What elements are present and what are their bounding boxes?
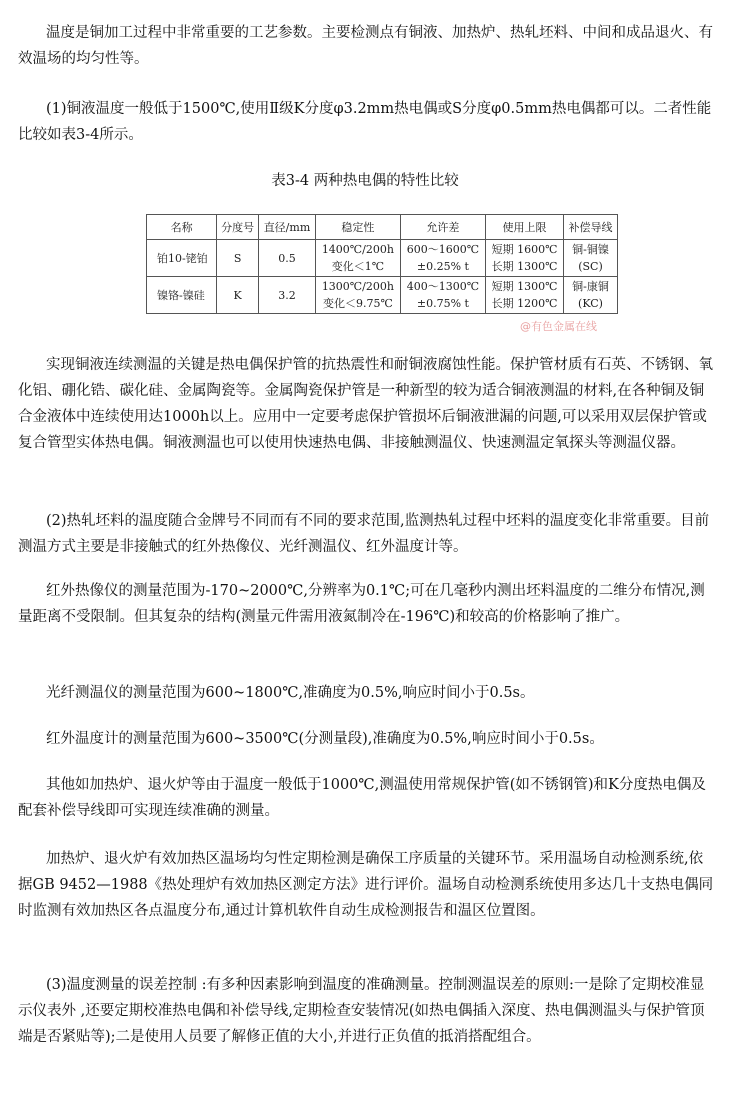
tolerance-line-1: 400～1300℃ [406, 280, 480, 293]
table-header-row [147, 215, 618, 240]
paragraph-copper-liquid: (1)铜液温度一般低于1500℃,使用Ⅱ级K分度φ3.2mm热电偶或S分度φ0.5mm热电偶都可以。二者性能比较如表3-4所示。 [18, 101, 712, 143]
wire-line-2: (SC) [578, 260, 603, 273]
cell-tolerance [400, 277, 485, 314]
cell-compensating-wire [563, 277, 617, 314]
paragraph-error-control: (3)温度测量的误差控制 :有多种因素影响到温度的准确测量。控制测温误差的原则:一是除了定期校准显示仪表外 ,还要定期校准热电偶和补偿导线,定期检查安装情况(如热电偶插入深度、热电偶测温头与保护管顶端是否紧贴等);二是使用人员要了解修正值的大小,并进行正负值的抵消搭配组合。 [18, 977, 705, 1045]
stability-line-1: 1400℃/200h [321, 243, 394, 256]
wire-line-2: (KC) [578, 297, 603, 310]
cell-tolerance [400, 240, 485, 277]
stability-line-2: 变化＜1℃ [331, 260, 385, 273]
header-index: 分度号 [217, 215, 259, 240]
header-upper-limit: 使用上限 [485, 215, 563, 240]
paragraph-infrared-thermometer: 红外温度计的测量范围为600~3500℃(分测量段),准确度为0.5%,响应时间小于0.5s。 [46, 731, 604, 747]
cell-name: 镍铬-镍硅 [147, 277, 217, 314]
header-diameter: 直径/mm [259, 215, 316, 240]
header-name: 名称 [147, 215, 217, 240]
cell-upper-limit [485, 240, 563, 277]
paragraph-hot-rolling: (2)热轧坯料的温度随合金牌号不同而有不同的要求范围,监测热轧过程中坯料的温度变化非常重要。目前测温方式主要是非接触式的红外热像仪、光纤测温仪、红外温度计等。 [18, 513, 710, 555]
cell-upper-limit [485, 277, 563, 314]
watermark: @有色金属在线 [520, 320, 597, 333]
cell-name: 铂10-铑铂 [147, 240, 217, 277]
tolerance-line-2: ±0.25% t [416, 260, 469, 273]
limit-line-1: 短期 1600℃ [491, 243, 558, 256]
tolerance-line-2: ±0.75% t [416, 297, 469, 310]
cell-diameter: 3.2 [259, 277, 316, 314]
header-compensating-wire: 补偿导线 [563, 215, 617, 240]
table-caption: 表3-4 两种热电偶的特性比较 [271, 173, 459, 189]
wire-line-1: 铜-铜镍 [572, 243, 609, 256]
cell-index: S [217, 240, 259, 277]
cell-index: K [217, 277, 259, 314]
table-row [147, 240, 618, 277]
stability-line-1: 1300℃/200h [321, 280, 394, 293]
paragraph-temperature-field: 加热炉、退火炉有效加热区温场均匀性定期检测是确保工序质量的关键环节。采用温场自动检测系统,依据GB 9452—1988《热处理炉有效加热区测定方法》进行评价。温场自动检测系统使用多达几十支热电偶同时监测有效加热区各点温度分布,通过计算机软件自动生成检测报告和温区位置图。 [18, 851, 714, 919]
tolerance-line-1: 600～1600℃ [406, 243, 480, 256]
header-stability: 稳定性 [315, 215, 400, 240]
thermocouple-comparison-table [146, 214, 618, 314]
cell-compensating-wire [563, 240, 617, 277]
cell-stability [315, 240, 400, 277]
table-row [147, 277, 618, 314]
paragraph-fiber-pyrometer: 光纤测温仪的测量范围为600~1800℃,准确度为0.5%,响应时间小于0.5s。 [46, 685, 535, 701]
wire-line-1: 铜-康铜 [572, 280, 609, 293]
paragraph-furnace-measurement: 其他如加热炉、退火炉等由于温度一般低于1000℃,测温使用常规保护管(如不锈钢管)和K分度热电偶及配套补偿导线即可实现连续准确的测量。 [18, 777, 706, 819]
limit-line-2: 长期 1300℃ [491, 260, 558, 273]
limit-line-1: 短期 1300℃ [491, 280, 558, 293]
cell-diameter: 0.5 [259, 240, 316, 277]
paragraph-infrared-imager: 红外热像仪的测量范围为-170~2000℃,分辨率为0.1℃;可在几毫秒内测出坯料温度的二维分布情况,测量距离不受限制。但其复杂的结构(测量元件需用液氮制冷在-196℃)和较高的价格影响了推广。 [18, 583, 705, 625]
paragraph-intro: 温度是铜加工过程中非常重要的工艺参数。主要检测点有铜液、加热炉、热轧坯料、中间和成品退火、有效温场的均匀性等。 [18, 25, 713, 67]
cell-stability [315, 277, 400, 314]
limit-line-2: 长期 1200℃ [491, 297, 558, 310]
stability-line-2: 变化＜9.75℃ [322, 297, 393, 310]
paragraph-protection-tube: 实现铜液连续测温的关键是热电偶保护管的抗热震性和耐铜液腐蚀性能。保护管材质有石英、不锈钢、氧化铝、硼化锆、碳化硅、金属陶瓷等。金属陶瓷保护管是一种新型的较为适合铜液测温的材料,在各种铜及铜合金液体中连续使用达1000h以上。应用中一定要考虑保护管损坏后铜液泄漏的问题,可以采用双层保护管或复合管型实体热电偶。铜液测温也可以使用快速热电偶、非接触测温仪、快速测温定氧探头等测温仪器。 [18, 357, 713, 451]
header-tolerance: 允许差 [400, 215, 485, 240]
